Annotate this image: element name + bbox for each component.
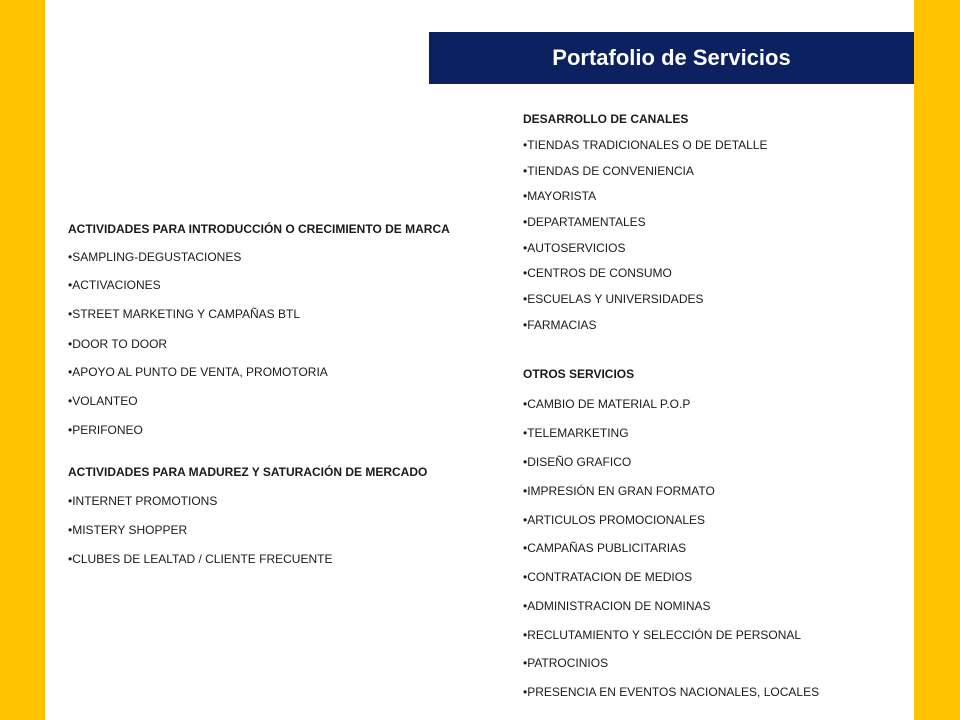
list-item: •DISEÑO GRAFICO bbox=[523, 455, 632, 469]
list-item: •DEPARTAMENTALES bbox=[523, 215, 646, 229]
section-heading-madurez: ACTIVIDADES PARA MADUREZ Y SATURACIÓN DE MERCADO bbox=[68, 465, 428, 479]
list-item: •CAMPAÑAS PUBLICITARIAS bbox=[523, 541, 687, 555]
list-item: •CLUBES DE LEALTAD / CLIENTE FRECUENTE bbox=[68, 552, 333, 566]
section-heading-introduccion: ACTIVIDADES PARA INTRODUCCIÓN O CRECIMIENTO DE MARCA bbox=[68, 222, 450, 236]
list-item: •TELEMARKETING bbox=[523, 426, 629, 440]
list-item: •TIENDAS DE CONVENIENCIA bbox=[523, 164, 694, 178]
slide-content bbox=[45, 0, 914, 720]
list-item: •MISTERY SHOPPER bbox=[68, 523, 188, 537]
list-item: •PERIFONEO bbox=[68, 423, 143, 437]
title-bar bbox=[429, 32, 914, 84]
section-heading-otros: OTROS SERVICIOS bbox=[523, 367, 635, 381]
page-title: Portafolio de Servicios bbox=[552, 45, 791, 70]
list-item: •ARTICULOS PROMOCIONALES bbox=[523, 513, 706, 527]
list-item: •ESCUELAS Y UNIVERSIDADES bbox=[523, 292, 704, 306]
list-item: •SAMPLING-DEGUSTACIONES bbox=[68, 250, 242, 264]
list-item: •ADMINISTRACION DE NOMINAS bbox=[523, 599, 711, 613]
section-heading-canales: DESARROLLO DE CANALES bbox=[523, 112, 689, 126]
list-item: •MAYORISTA bbox=[523, 189, 597, 203]
list-item: •RECLUTAMIENTO Y SELECCIÓN DE PERSONAL bbox=[523, 628, 802, 642]
list-item: •CONTRATACION DE MEDIOS bbox=[523, 570, 693, 584]
list-item: •INTERNET PROMOTIONS bbox=[68, 494, 218, 508]
list-item: •DOOR TO DOOR bbox=[68, 337, 168, 351]
list-item: •PRESENCIA EN EVENTOS NACIONALES, LOCALES bbox=[523, 685, 820, 699]
list-item: •PATROCINIOS bbox=[523, 656, 609, 670]
list-item: •TIENDAS TRADICIONALES O DE DETALLE bbox=[523, 138, 768, 152]
list-item: •IMPRESIÓN EN GRAN FORMATO bbox=[523, 484, 715, 498]
list-item: •FARMACIAS bbox=[523, 318, 597, 332]
list-item: •APOYO AL PUNTO DE VENTA, PROMOTORIA bbox=[68, 365, 328, 379]
list-item: •CAMBIO DE MATERIAL P.O.P bbox=[523, 397, 691, 411]
list-item: •ACTIVACIONES bbox=[68, 278, 161, 292]
list-item: •AUTOSERVICIOS bbox=[523, 241, 626, 255]
list-item: •VOLANTEO bbox=[68, 394, 138, 408]
list-item: •CENTROS DE CONSUMO bbox=[523, 266, 672, 280]
list-item: •STREET MARKETING Y CAMPAÑAS BTL bbox=[68, 307, 301, 321]
